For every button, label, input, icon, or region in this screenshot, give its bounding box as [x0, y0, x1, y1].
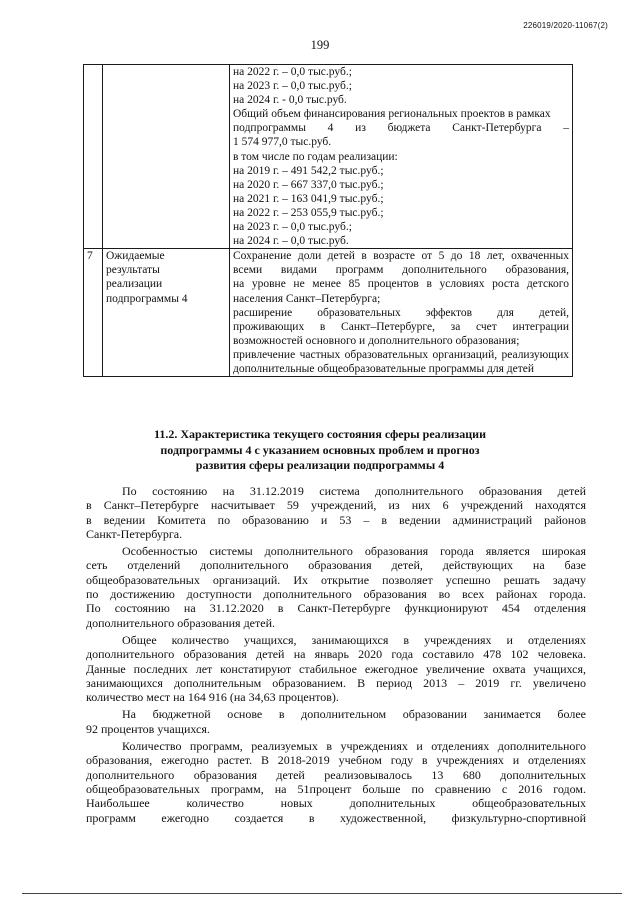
subprogram-table — [83, 64, 573, 377]
text-line: на 2023 г. – 0,0 тыс.руб.; — [233, 80, 352, 93]
row-title-cell — [103, 249, 230, 377]
heading-line: подпрограммы 4 с указанием основных проблем и прогноз — [160, 442, 480, 457]
document-id: 226019/2020-11067(2) — [523, 21, 608, 30]
financing-cell — [230, 65, 573, 249]
text-line: Общий объем финансирования региональных проектов в рамках — [233, 108, 551, 121]
text-line: программ ежегодно создается в художественной, физкультурно-спортивной — [86, 810, 586, 825]
text-line: подпрограммы 4 — [106, 292, 188, 305]
text-line: По состоянию на 31.12.2019 система дополнительного образования детей — [122, 484, 586, 498]
text-line: на 2020 г. – 667 337,0 тыс.руб.; — [233, 178, 384, 191]
text-line: Данные последних лет констатируют стабильное ежегодное увеличение охвата учащихся, — [86, 661, 586, 676]
text-line: общеобразовательных программ, на 51процент больше по сравнению с 2016 годом. — [86, 781, 586, 796]
text-line: на 2022 г. – 253 055,9 тыс.руб.; — [233, 206, 384, 219]
text-line: в ведении Комитета по образованию и 53 – в ведении администраций районов — [86, 512, 586, 527]
row-number-cell — [84, 65, 103, 249]
text-line: привлечение частных образовательных организаций, реализующих — [233, 348, 569, 361]
table-row-expected-results — [84, 249, 573, 377]
text-line: Санкт-Петербурга. — [86, 526, 183, 541]
text-line: на 2019 г. – 491 542,2 тыс.руб.; — [233, 164, 384, 177]
text-line: дополнительного образования детей реализовывалось 13 680 дополнительных — [86, 767, 586, 782]
text-line: на 2021 г. – 163 041,9 тыс.руб.; — [233, 192, 384, 205]
row-number-cell: 7 — [84, 249, 103, 377]
text-line: Сохранение доли детей в возрасте от 5 до 18 лет, охваченных — [233, 250, 569, 263]
text-line: расширение образовательных эффектов для детей, — [233, 306, 569, 319]
text-line: на 2024 г. – 0,0 тыс.руб. — [233, 235, 349, 248]
section-heading — [0, 427, 640, 474]
expected-results-cell — [230, 249, 573, 377]
text-line: Ожидаемые — [106, 250, 165, 263]
text-line: результаты — [106, 264, 160, 277]
text-line: дополнительные общеобразовательные программы для детей — [233, 362, 535, 375]
text-line: всеми видами программ дополнительного образования, — [233, 264, 569, 277]
table-row-continuation — [84, 65, 573, 249]
text-line: Особенностью системы дополнительного образования города является широкая — [122, 544, 586, 559]
section-body — [86, 484, 586, 828]
text-line: на 2022 г. – 0,0 тыс.руб.; — [233, 66, 352, 78]
text-line: сеть отделений дополнительного образования детей, действующих на базе — [86, 558, 586, 573]
text-line: Количество программ, реализуемых в учреждениях и отделениях дополнительного — [122, 739, 586, 754]
text-line: общеобразовательных организаций. Их открытие позволяет успешно решать задачу — [86, 572, 586, 587]
paragraph — [86, 484, 586, 541]
text-line: Наибольшее количество новых дополнительных общеобразовательных — [86, 796, 586, 811]
paragraph — [86, 739, 586, 825]
text-line: 92 процентов учащихся. — [86, 721, 210, 736]
text-line: дополнительного образования детей. — [86, 615, 275, 630]
text-line: по достижению доступности дополнительного образования во всех районах города. — [86, 587, 586, 602]
text-line: на 2023 г. – 0,0 тыс.руб.; — [233, 221, 352, 234]
heading-line: развития сферы реализации подпрограммы 4 — [195, 458, 445, 472]
paragraph — [86, 633, 586, 704]
text-line: на 2024 г. - 0,0 тыс.руб. — [233, 94, 347, 107]
text-line: По состоянию на 31.12.2020 в Санкт-Петербурге функционируют 454 отделения — [86, 601, 586, 616]
text-line: на уровне не менее 85 процентов в условиях роста детского — [233, 278, 569, 291]
text-line: дополнительного образования детей на январь 2020 года составило 478 102 человека. — [86, 647, 586, 662]
text-line: подпрограммы 4 из бюджета Санкт-Петербурга – — [233, 122, 569, 135]
heading-line: 11.2. Характеристика текущего состояния сферы реализации — [154, 427, 486, 441]
paragraph — [86, 544, 586, 630]
text-line: в том числе по годам реализации: — [233, 150, 398, 163]
paragraph — [86, 707, 586, 736]
text-line: проживающих в Санкт–Петербурге, за счет интеграции — [233, 320, 569, 333]
text-line: реализации — [106, 278, 163, 291]
row-title-cell — [103, 65, 230, 249]
text-line: населения Санкт–Петербурга; — [233, 292, 381, 305]
text-line: 1 574 977,0 тыс.руб. — [233, 136, 332, 149]
text-line: занимающихся дополнительным образованием. В период 2013 – 2019 гг. увеличено — [86, 675, 586, 690]
text-line: количество мест на 164 916 (на 34,63 процентов). — [86, 690, 339, 705]
text-line: в Санкт–Петербурге насчитывает 59 учреждений, из них 6 учреждений находятся — [86, 498, 586, 513]
page-number: 199 — [310, 38, 330, 52]
text-line: На бюджетной основе в дополнительном образовании занимается более — [122, 707, 586, 722]
text-line: Общее количество учащихся, занимающихся в учреждениях и отделениях — [122, 632, 586, 647]
text-line: возможностей основного и дополнительного образования; — [233, 334, 520, 347]
footer-divider — [22, 893, 622, 894]
text-line: образования, ежегодно растет. В 2018-2019 учебном году в учреждениях и отделениях — [86, 753, 586, 768]
